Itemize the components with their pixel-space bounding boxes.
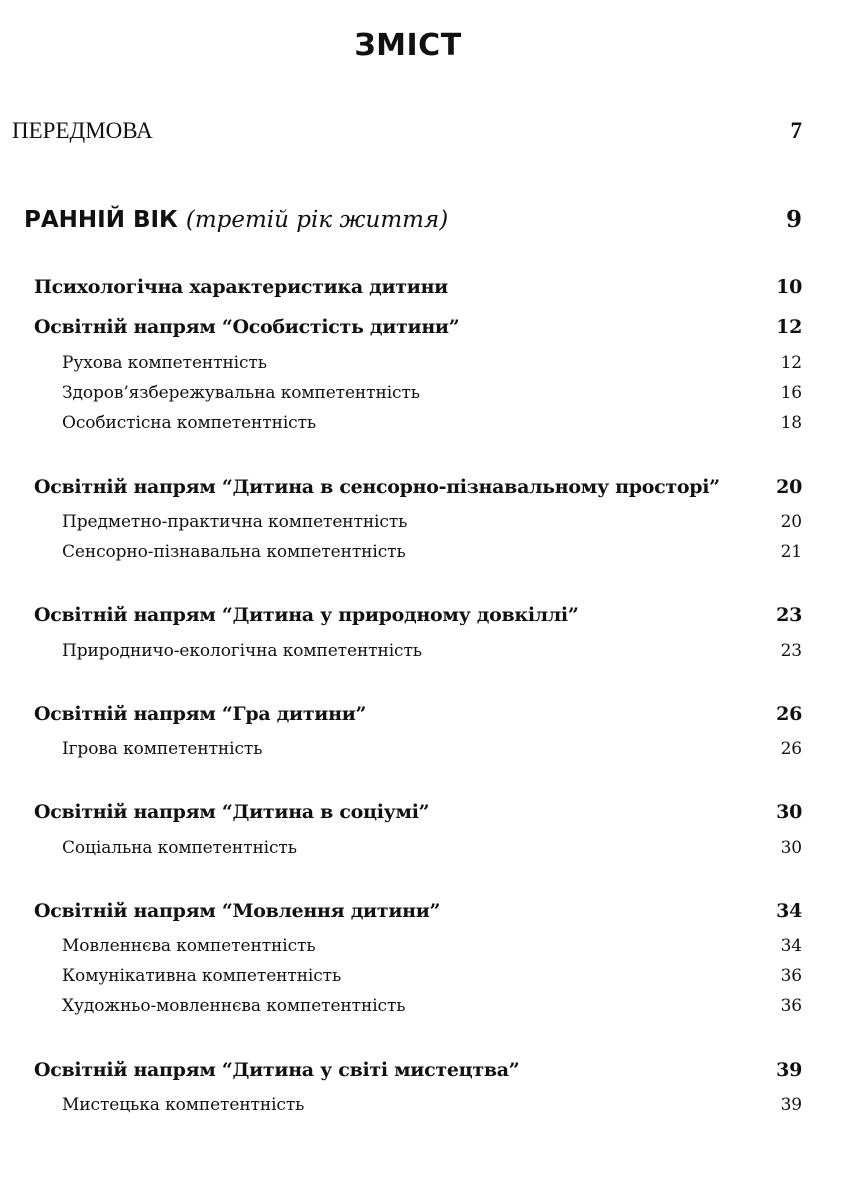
- toc-entry-label: ПЕРЕДМОВА: [12, 118, 153, 143]
- toc-page-number: 23: [780, 641, 802, 661]
- toc-subitem[interactable]: [62, 739, 802, 759]
- toc-page-number: 26: [776, 703, 802, 725]
- toc-subitem[interactable]: [62, 966, 802, 986]
- toc-page-number: 30: [780, 838, 802, 858]
- toc-subitem[interactable]: [62, 383, 802, 403]
- toc-subitem-label: Художньо-мовленнєва компетентність: [62, 996, 406, 1016]
- toc-subitem[interactable]: [62, 996, 802, 1016]
- toc-section-label: Освітній напрям “Гра дитини”: [34, 703, 367, 725]
- toc-entry-label: [24, 207, 448, 233]
- toc-subitem-label: Соціальна компетентність: [62, 838, 297, 858]
- toc-subitem-label: Предметно-практична компетентність: [62, 512, 408, 532]
- toc-subitem[interactable]: [62, 413, 802, 433]
- toc-section[interactable]: [34, 1059, 802, 1081]
- toc-subitem-label: Мовленнєва компетентність: [62, 936, 316, 956]
- toc-page-number: 34: [776, 900, 802, 922]
- toc-section[interactable]: [34, 703, 802, 725]
- toc-page-number: 36: [780, 966, 802, 986]
- toc-subitem[interactable]: [62, 641, 802, 661]
- toc-section[interactable]: [34, 316, 802, 338]
- toc-page-number: 39: [780, 1095, 802, 1115]
- toc-subitem[interactable]: [62, 936, 802, 956]
- toc-subitem-label: Здоров’язбережувальна компетентність: [62, 383, 420, 403]
- toc-section-label: Освітній напрям “Мовлення дитини”: [34, 900, 441, 922]
- age-group-subtitle: (третій рік життя): [185, 207, 449, 233]
- toc-page-number: 12: [780, 353, 802, 373]
- toc-page-number: 39: [776, 1059, 802, 1081]
- toc-section[interactable]: [34, 604, 802, 626]
- toc-page-number: 18: [780, 413, 802, 433]
- toc-page-number: 26: [780, 739, 802, 759]
- toc-page-number: 20: [776, 476, 802, 498]
- toc-subitem-label: Ігрова компетентність: [62, 739, 263, 759]
- toc-page-number: 20: [780, 512, 802, 532]
- toc-page-number: 7: [790, 118, 802, 143]
- toc-section[interactable]: [34, 276, 802, 298]
- toc-page-number: 16: [780, 383, 802, 403]
- toc-page-number: 12: [776, 316, 802, 338]
- page-title: ЗМІСТ: [354, 28, 462, 63]
- toc-section-label: Психологічна характеристика дитини: [34, 276, 448, 298]
- toc-subitem-label: Сенсорно-пізнавальна компетентність: [62, 542, 406, 562]
- toc-subitem-label: Рухова компетентність: [62, 353, 267, 373]
- toc-subitem[interactable]: [62, 542, 802, 562]
- toc-page-number: 9: [785, 206, 802, 233]
- toc-section[interactable]: [34, 900, 802, 922]
- toc-section-label: Освітній напрям “Дитина у світі мистецтва”: [34, 1059, 520, 1081]
- toc-section[interactable]: [34, 801, 802, 823]
- toc-section-label: Освітній напрям “Дитина в сенсорно-пізнавальному просторі”: [34, 476, 720, 498]
- toc-subitem[interactable]: [62, 1095, 802, 1115]
- toc-section-label: Освітній напрям “Дитина в соціумі”: [34, 801, 430, 823]
- toc-subitem[interactable]: [62, 512, 802, 532]
- toc-page-number: 21: [780, 542, 802, 562]
- toc-entry-age-group[interactable]: [24, 206, 802, 233]
- age-group-title: РАННІЙ ВІК: [24, 207, 178, 233]
- toc-page-number: 34: [780, 936, 802, 956]
- toc-page-number: 30: [776, 801, 802, 823]
- toc-section-label: Освітній напрям “Дитина у природному довкіллі”: [34, 604, 579, 626]
- toc-subitem-label: Мистецька компетентність: [62, 1095, 305, 1115]
- toc-subitem-label: Природничо-екологічна компетентність: [62, 641, 422, 661]
- toc-section[interactable]: [34, 476, 802, 498]
- toc-subitem-label: Комунікативна компетентність: [62, 966, 342, 986]
- toc-page-number: 10: [776, 276, 802, 298]
- toc-entry-preface[interactable]: [12, 118, 802, 144]
- toc-subitem[interactable]: [62, 838, 802, 858]
- toc-subitem[interactable]: [62, 353, 802, 373]
- toc-page-number: 36: [780, 996, 802, 1016]
- toc-subitem-label: Особистісна компетентність: [62, 413, 317, 433]
- toc-page-number: 23: [776, 604, 802, 626]
- toc-section-label: Освітній напрям “Особистість дитини”: [34, 316, 460, 338]
